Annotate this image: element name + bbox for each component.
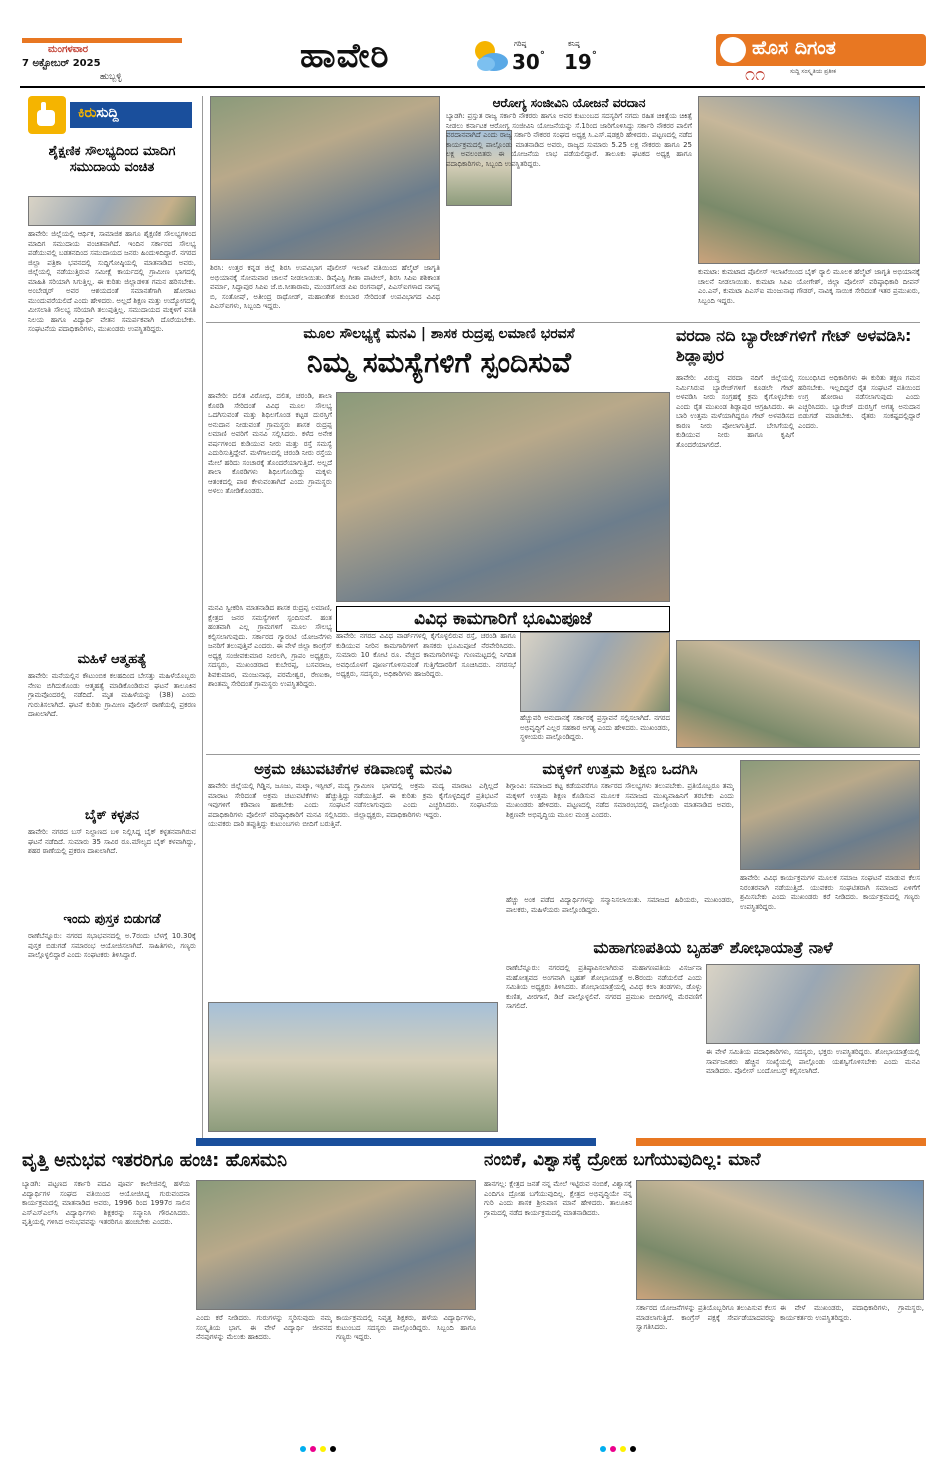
ganapati-body: ಈ ವೇಳೆ ಸಮಿತಿಯ ಪದಾಧಿಕಾರಿಗಳು, ಸದಸ್ಯರು, ಭಕ್ತರು ಉಪಸ್ಥಿತರಿದ್ದರು. ಶೋಭಾಯಾತ್ರೆಯಲ್ಲಿ ಸಾರ್ವಜನಿಕರು ಹೆಚ್ಚಿನ ಸಂಖ್ಯೆಯಲ್ಲಿ ಪಾಲ್ಗೊಂಡು ಯಶಸ್ವಿಗೊಳಿಸಬೇಕು ಎಂದು ಮನವಿ ಮಾಡಿದರು. ಪೊಲೀಸ್ ಬಂದೋಬಸ್ತ್ ಕಲ್ಪಿಸಲಾಗಿದೆ. — [706, 1048, 920, 1075]
brand-block — [716, 34, 926, 66]
makkalige-body: ಹೆಚ್ಚು ಅಂಕ ಪಡೆದ ವಿದ್ಯಾರ್ಥಿಗಳನ್ನು ಸನ್ಮಾನಿಸಲಾಯಿತು. ಸಮಾಜದ ಹಿರಿಯರು, ಮುಖಂಡರು, ಪಾಲಕರು, ಮಹಿಳೆಯರು ಪಾಲ್ಗೊಂಡಿದ್ದರು. — [506, 896, 734, 914]
degree-sign: ° — [539, 50, 545, 61]
story-headline: ಮಹಿಳೆ ಆತ್ಮಹತ್ಯೆ — [77, 652, 147, 667]
kirusuddi-label — [70, 102, 192, 128]
page-title: ಹಾವೇರಿ — [300, 36, 390, 76]
story-headline: ಬೈಕ್ ಕಳ್ಳತನ — [84, 808, 140, 823]
story-headline: ಇಂದು ಪುಸ್ತಕ ಬಿಡುಗಡೆ — [63, 912, 161, 927]
lead-headline: ನಿಮ್ಮ ಸಮಸ್ಯೆಗಳಿಗೆ ಸ್ಪಂದಿಸುವೆ — [307, 346, 571, 379]
nambike-body: ಸರ್ಕಾರದ ಯೋಜನೆಗಳನ್ನು ಪ್ರತಿಯೊಬ್ಬರಿಗೂ ತಲುಪಿಸುವ ಕೆಲಸ ಮಾಡಲಾಗುತ್ತಿದೆ. ಕಾಂಗ್ರೆಸ್ ಪಕ್ಷಕ್ಕೆ ಸೇರ್ಪಡೆಯಾದವರನ್ನು ಸ್ವಾಗತಿಸಿದರು. — [636, 1304, 776, 1331]
bhoomi-headline: ವಿವಿಧ ಕಾಮಗಾರಿಗೆ ಭೂಮಿಪೂಜೆ — [336, 606, 670, 632]
health-scheme-body: ಬ್ಯಾಡಗಿ: ಪ್ರಸ್ತುತ ರಾಜ್ಯ ಸರ್ಕಾರಿ ನೌಕರರು ಹಾಗೂ ಅವರ ಕುಟುಂಬದ ಸದಸ್ಯರಿಗೆ ನಗದು ರಹಿತ ಚಿಕಿತ್ಸೆಯ ಚಿಕಿತ್ಸೆ ನೀಡಲು ಕರ್ನಾಟಕ ಆರೋಗ್ಯ ಸಂಜೀವಿನಿ ಯೋಜನೆಯನ್ನು ಸೆ.1ರಿಂದ ಜಾರಿಗೊಳಿಸಿದ್ದು ಸರ್ಕಾರಿ ನೌಕರರ ಪಾಲಿಗೆ ವರದಾನವಾಗಿದೆ ಎಂದು ರಾಜ್ಯ ಸರ್ಕಾರಿ ನೌಕರರ ಸಂಘದ ಅಧ್ಯಕ್ಷ ಸಿ.ಎಸ್.ಷಡಕ್ಷರಿ ಹೇಳಿದರು. ಪಟ್ಟಣದಲ್ಲಿ ನಡೆದ ಕಾರ್ಯಕ್ರಮದಲ್ಲಿ ಪಾಲ್ಗೊಂಡು ಮಾತನಾಡಿದ ಅವರು, ರಾಜ್ಯದ ಸುಮಾರು 5.25 ಲಕ್ಷ ನೌಕರರು ಹಾಗೂ 25 ಲಕ್ಷ ಅವಲಂಬಿತರು ಈ ಯೋಜನೆಯ ಲಾಭ ಪಡೆಯಲಿದ್ದಾರೆ. ತಾಲೂಕು ಘಟಕದ ಅಧ್ಯಕ್ಷ ಹಾಗೂ ಪದಾಧಿಕಾರಿಗಳು, ಸಿಬ್ಬಂದಿ ಉಪಸ್ಥಿತರಿದ್ದರು. — [446, 112, 692, 168]
min-temp-value: 19 — [564, 50, 592, 74]
issue-date: 7 ಅಕ್ಟೋಬರ್ 2025 — [22, 58, 101, 69]
lead-photo — [336, 392, 670, 602]
akrama-photo — [208, 1002, 498, 1132]
weather-icon — [470, 36, 512, 76]
akrama-body: ಹಾವೇರಿ: ಜಿಲ್ಲೆಯಲ್ಲಿ ಗಿಡ್ಡಿನ, ಜೂಜು, ಮಟ್ಕಾ, ಇಸ್ಪೀಟ್, ಮದ್ಯ ಮಾರಾಟ ಸೇರಿದಂತೆ ಅಕ್ರಮ ಚಟುವಟಿಕೆಗಳು ಹೆಚ್ಚುತ್ತಿದ್ದು ಇವುಗಳಿಗೆ ಕಡಿವಾಣ ಹಾಕಬೇಕು ಎಂದು ಸಂಘಟನೆ ಪದಾಧಿಕಾರಿಗಳು ಪೊಲೀಸ್ ವರಿಷ್ಠಾಧಿಕಾರಿಗೆ ಮನವಿ ಸಲ್ಲಿಸಿದರು. ಯುವಕರು ದಾರಿ ತಪ್ಪುತ್ತಿದ್ದು ಕುಟುಂಬಗಳು ಬೀದಿಗೆ ಬರುತ್ತಿವೆ. — [208, 782, 350, 828]
bhoomi-photo — [520, 632, 670, 712]
helmet-rally-caption: ಕುಮಟಾ: ಕುಮಟಾದ ಪೊಲೀಸ್ ಇಲಾಖೆಯಿಂದ ಬೈಕ್ ರ‍್ಯಾಲಿ ಮೂಲಕ ಹೆಲ್ಮೆಟ್ ಜಾಗೃತಿ ಅಭಿಯಾನಕ್ಕೆ ಚಾಲನೆ ನೀಡಲಾಯಿತು. ಕುಮಟಾ ಸಿಪಿಐ ಯೋಗೇಶ್, ಜಿಲ್ಲಾ ಪೊಲೀಸ್ ವರಿಷ್ಠಾಧಿಕಾರಿ ದೀಪನ್ ಎಂ.ಎನ್, ಕುಮಟಾ ಪಿಎಸ್‌ಐ ಮಂಜುನಾಥ ಗೌಡರ್, ನಾವಿಕ್ಕ ಸಾಯಿಕ ಸೇರಿದಂತೆ ಇತರ ಪ್ರಮುಖರು, ಸಿಬ್ಬಂದಿ ಇದ್ದರು. — [698, 268, 920, 305]
nambike-body: ಹಾನಗಲ್ಲ: ಕ್ಷೇತ್ರದ ಜನತೆ ನನ್ನ ಮೇಲೆ ಇಟ್ಟಿರುವ ನಂಬಿಕೆ, ವಿಶ್ವಾಸಕ್ಕೆ ಎಂದಿಗೂ ದ್ರೋಹ ಬಗೆಯುವುದಿಲ್ಲ. ಕ್ಷೇತ್ರದ ಅಭಿವೃದ್ಧಿಯೇ ನನ್ನ ಗುರಿ ಎಂದು ಶಾಸಕ ಶ್ರೀನಿವಾಸ ಮಾನೆ ಹೇಳಿದರು. ತಾಲೂಕಿನ ಗ್ರಾಮದಲ್ಲಿ ನಡೆದ ಕಾರ್ಯಕ್ರಮದಲ್ಲಿ ಮಾತನಾಡಿದರು. — [484, 1180, 632, 1217]
health-scheme-headline: ಆರೋಗ್ಯ ಸಂಜೀವಿನಿ ಯೋಜನೆ ವರದಾನ — [492, 96, 646, 110]
akrama-headline: ಅಕ್ರಮ ಚಟುವಟಿಕೆಗಳ ಕಡಿವಾಣಕ್ಕೆ ಮನವಿ — [254, 760, 452, 778]
page-number: ೧೧ — [745, 64, 766, 85]
brand-logo-icon — [720, 37, 746, 63]
barrage-body: ಹಾವೇರಿ: ವಿರುದ್ಧ ವರದಾ ನದಿಗೆ ಜಿಲ್ಲೆಯಲ್ಲಿ ನಿರ್ಮಿಸಿರುವ ಬ್ಯಾರೇಜ್‌ಗಳಿಗೆ ಕೂಡಲೇ ಗೇಟ್ ಅಳವಡಿಸಿ ನೀರು ಸಂಗ್ರಹಕ್ಕೆ ಕ್ರಮ ಕೈಗೊಳ್ಳಬೇಕು ಎಂದು ರೈತ ಮುಖಂಡ ಶಿಡ್ಲಾಪುರ ಆಗ್ರಹಿಸಿದರು. ಈ ಬಾರಿ ಉತ್ತಮ ಮಳೆಯಾಗಿದ್ದರೂ ಗೇಟ್ ಅಳವಡಿಸದ ಕಾರಣ ನೀರು ಪೋಲಾಗುತ್ತಿದೆ. ಬೇಸಿಗೆಯಲ್ಲಿ ಕುಡಿಯುವ ನೀರು ಹಾಗೂ ಕೃಷಿಗೆ ತೊಂದರೆಯಾಗಲಿದೆ. — [676, 374, 794, 449]
max-temp-value: 30 — [512, 50, 540, 74]
barrage-photo — [676, 640, 920, 748]
akrama-body: ಗ್ರಾಮೀಣ ಭಾಗದಲ್ಲಿ ಅಕ್ರಮ ಮದ್ಯ ಮಾರಾಟ ಎಗ್ಗಿಲ್ಲದೆ ನಡೆಯುತ್ತಿದೆ. ಈ ಕುರಿತು ಕ್ರಮ ಕೈಗೊಳ್ಳದಿದ್ದರೆ ಪ್ರತಿಭಟನೆ ನಡೆಸಲಾಗುವುದು ಎಂದು ಎಚ್ಚರಿಸಿದರು. ಸಂಘಟನೆಯ ಜಿಲ್ಲಾಧ್ಯಕ್ಷರು, ಪದಾಧಿಕಾರಿಗಳು ಇದ್ದರು. — [354, 782, 498, 819]
makkalige-headline: ಮಕ್ಕಳಿಗೆ ಉತ್ತಮ ಶಿಕ್ಷಣ ಒದಗಿಸಿ — [542, 760, 698, 778]
makkalige-photo — [740, 760, 920, 870]
ganapati-headline: ಮಹಾಗಣಪತಿಯ ಬೃಹತ್ ಶೋಭಾಯಾತ್ರೆ ನಾಳೆ — [593, 938, 833, 957]
vrutti-photo — [196, 1180, 476, 1310]
story-body: ಹಾವೇರಿ: ಜಿಲ್ಲೆಯಲ್ಲಿ ಆರ್ಥಿಕ, ಸಾಮಾಜಿಕ ಹಾಗೂ ಶೈಕ್ಷಣಿಕ ಸೌಲಭ್ಯಗಳಿಂದ ಮಾದಿಗ ಸಮುದಾಯ ವಂಚಿತವಾಗಿದೆ. ಇಂದಿನ ಸರ್ಕಾರದ ಸೌಲಭ್ಯ ಪಡೆಯುವಲ್ಲಿ ಬಡತನದಿಂದ ಸಮುದಾಯದ ಜನರು ಹಿಂದುಳಿದಿದ್ದಾರೆ. ನಗರದ ಜಿಲ್ಲಾ ಪತ್ರಿಕಾ ಭವನದಲ್ಲಿ ಸುದ್ದಿಗೋಷ್ಠಿಯಲ್ಲಿ ಮಾತನಾಡಿದ ಅವರು, ಜಿಲ್ಲೆಯಲ್ಲಿ ನಡೆಯುತ್ತಿರುವ ಸಮೀಕ್ಷೆ ಕಾರ್ಯದಲ್ಲಿ ಗ್ರಾಮೀಣ ಭಾಗದಲ್ಲಿ ಮಾಹಿತಿ ಸರಿಯಾಗಿ ಸಿಗುತ್ತಿಲ್ಲ. ಈ ಕುರಿತು ಜಿಲ್ಲಾಡಳಿತ ಗಮನ ಹರಿಸಬೇಕು. ಅಂಬೇಡ್ಕರ್ ಅವರ ಆಶಯದಂತೆ ಸಮಾನತೆಗಾಗಿ ಹೋರಾಟ ಮುಂದುವರೆಯಲಿದೆ ಎಂದು ಹೇಳಿದರು. ಅಲ್ಲದೆ ಶಿಕ್ಷಣ ಮತ್ತು ಉದ್ಯೋಗದಲ್ಲಿ ಮೀಸಲಾತಿ ಸೌಲಭ್ಯ ಸರಿಯಾಗಿ ತಲುಪುತ್ತಿಲ್ಲ. ಸಮುದಾಯದ ಮಕ್ಕಳಿಗೆ ವಸತಿ ನಿಲಯ ಹಾಗೂ ವಿದ್ಯಾರ್ಥಿ ವೇತನ ಸಮರ್ಪಕವಾಗಿ ದೊರೆಯಬೇಕು. ಸಂಘಟನೆಯ ಪದಾಧಿಕಾರಿಗಳು, ಮುಖಂಡರು ಉಪಸ್ಥಿತರಿದ್ದರು. — [28, 230, 196, 333]
barrage-headline: ವರದಾ ನದಿ ಬ್ಯಾರೇಜ್‌ಗಳಿಗೆ ಗೇಟ್ ಅಳವಡಿಸಿ: ಶಿಡ್ಲಾಪುರ — [676, 326, 912, 365]
story-body: ಹಾವೇರಿ: ನಗರದ ಬಸ್ ನಿಲ್ದಾಣದ ಬಳಿ ನಿಲ್ಲಿಸಿದ್ದ ಬೈಕ್ ಕಳ್ಳತನವಾಗಿರುವ ಘಟನೆ ನಡೆದಿದೆ. ಸುಮಾರು 35 ಸಾವಿರ ರೂ.ಮೌಲ್ಯದ ಬೈಕ್ ಕಳವಾಗಿದ್ದು, ಶಹರ ಠಾಣೆಯಲ್ಲಿ ಪ್ರಕರಣ ದಾಖಲಾಗಿದೆ. — [28, 828, 196, 855]
max-temp — [512, 50, 545, 74]
bhoomi-body: ಹಾವೇರಿ: ನಗರದ ವಿವಿಧ ವಾರ್ಡ್‌ಗಳಲ್ಲಿ ಕೈಗೊಳ್ಳಲಿರುವ ರಸ್ತೆ, ಚರಂಡಿ ಹಾಗೂ ಕುಡಿಯುವ ನೀರಿನ ಕಾಮಗಾರಿಗಳಿಗೆ ಶಾಸಕರು ಭೂಮಿಪೂಜೆ ನೆರವೇರಿಸಿದರು. ಸುಮಾರು 10 ಕೋಟಿ ರೂ. ವೆಚ್ಚದ ಕಾಮಗಾರಿಗಳನ್ನು ಗುಣಮಟ್ಟದಲ್ಲಿ ನಿಗದಿತ ಅವಧಿಯೊಳಗೆ ಪೂರ್ಣಗೊಳಿಸುವಂತೆ ಗುತ್ತಿಗೆದಾರರಿಗೆ ಸೂಚಿಸಿದರು. ನಗರಸಭೆ ಅಧ್ಯಕ್ಷರು, ಸದಸ್ಯರು, ಅಧಿಕಾರಿಗಳು ಹಾಜರಿದ್ದರು. — [336, 632, 516, 678]
nambike-photo — [636, 1180, 924, 1300]
vrutti-body: ಕಾರ್ಯಕ್ರಮದಲ್ಲಿ ನಿವೃತ್ತ ಶಿಕ್ಷಕರು, ಹಳೆಯ ವಿದ್ಯಾರ್ಥಿಗಳು, ಕುಟುಂಬದ ಸದಸ್ಯರು ಪಾಲ್ಗೊಂಡಿದ್ದರು. ಸಿಬ್ಬಂದಿ ಹಾಗೂ ಗಣ್ಯರು ಇದ್ದರು. — [336, 1314, 476, 1341]
ganapati-photo — [706, 964, 920, 1044]
ganapati-body: ರಾಣೆಬೆನ್ನೂರು: ನಗರದಲ್ಲಿ ಪ್ರತಿಷ್ಠಾಪಿಸಲಾಗಿರುವ ಮಹಾಗಣಪತಿಯ ವಿಸರ್ಜನಾ ಮಹೋತ್ಸವದ ಅಂಗವಾಗಿ ಬೃಹತ್ ಶೋಭಾಯಾತ್ರೆ ಅ.8ರಂದು ನಡೆಯಲಿದೆ ಎಂದು ಸಮಿತಿಯ ಅಧ್ಯಕ್ಷರು ತಿಳಿಸಿದರು. ಶೋಭಾಯಾತ್ರೆಯಲ್ಲಿ ವಿವಿಧ ಕಲಾ ತಂಡಗಳು, ಡೊಳ್ಳು ಕುಣಿತ, ವೀರಗಾಸೆ, ಡಿಜೆ ಪಾಲ್ಗೊಳ್ಳಲಿವೆ. ನಗರದ ಪ್ರಮುಖ ಬೀದಿಗಳಲ್ಲಿ ಮೆರವಣಿಗೆ ಸಾಗಲಿದೆ. — [506, 964, 702, 1010]
brand-tagline: ಸುದ್ದಿ ಸಂಸ್ಕೃತಿಯ ಪ್ರತೀಕ — [790, 68, 836, 75]
kirusuddi-label-b: ಸುದ್ದಿ — [96, 105, 119, 121]
story-photo — [28, 196, 196, 226]
police-awareness-photo — [210, 96, 440, 260]
kirusuddi-label-a: ಕಿರು — [78, 105, 97, 121]
max-temp-label: ಗರಿಷ್ಠ — [514, 40, 527, 48]
masthead — [0, 0, 945, 88]
lead-body: ಹಾವೇರಿ: ದಲಿತ ವಿರೋಧ, ದಲಿತ, ಚರಂಡಿ, ಶಾಲಾ ಕೊಠಡಿ ಸೇರಿದಂತೆ ವಿವಿಧ ಮೂಲ ಸೌಲಭ್ಯ ಒದಗಿಸುವಂತೆ ಮತ್ತು ಶಿಥಿಲಗೊಂಡ ಕಟ್ಟಡ ದುರಸ್ತಿಗೆ ಅನುದಾನ ನೀಡುವಂತೆ ಗ್ರಾಮಸ್ಥರು ಶಾಸಕ ರುದ್ರಪ್ಪ ಲಮಾಣಿ ಅವರಿಗೆ ಮನವಿ ಸಲ್ಲಿಸಿದರು. ಕಳೆದ ಅನೇಕ ವರ್ಷಗಳಿಂದ ಕುಡಿಯುವ ನೀರು ಮತ್ತು ರಸ್ತೆ ಸಮಸ್ಯೆ ಎದುರಿಸುತ್ತಿದ್ದೇವೆ. ಮಳೆಗಾಲದಲ್ಲಿ ಚರಂಡಿ ನೀರು ರಸ್ತೆಯ ಮೇಲೆ ಹರಿದು ಸಂಚಾರಕ್ಕೆ ತೊಂದರೆಯಾಗುತ್ತಿದೆ. ಅಲ್ಲದೆ ಶಾಲಾ ಕೊಠಡಿಗಳು ಶಿಥಿಲಗೊಂಡಿದ್ದು ಮಕ್ಕಳು ಆತಂಕದಲ್ಲಿ ಪಾಠ ಕೇಳುವಂತಾಗಿದೆ ಎಂದು ಗ್ರಾಮಸ್ಥರು ಅಳಲು ತೋಡಿಕೊಂಡರು. — [208, 392, 332, 495]
barrage-body: ಸಂಬಂಧಿಸಿದ ಅಧಿಕಾರಿಗಳು ಈ ಕುರಿತು ತಕ್ಷಣ ಗಮನ ಹರಿಸಬೇಕು. ಇಲ್ಲದಿದ್ದರೆ ರೈತ ಸಂಘಟನೆ ವತಿಯಿಂದ ಉಗ್ರ ಹೋರಾಟ ನಡೆಸಲಾಗುವುದು ಎಂದು ಎಚ್ಚರಿಸಿದರು. ಬ್ಯಾರೇಜ್ ದುರಸ್ತಿಗೆ ಅಗತ್ಯ ಅನುದಾನ ಬಿಡುಗಡೆ ಮಾಡಬೇಕು. ರೈತರು ಸಂಕಷ್ಟದಲ್ಲಿದ್ದಾರೆ ಎಂದರು. — [798, 374, 920, 430]
vrutti-headline: ವೃತ್ತಿ ಅನುಭವ ಇತರರಿಗೂ ಹಂಚಿ: ಹೊಸಮನಿ — [22, 1150, 287, 1171]
kirusuddi-header — [28, 96, 196, 134]
section-divider — [196, 1138, 926, 1146]
issue-day: ಮಂಗಳವಾರ — [48, 44, 89, 55]
min-temp-label: ಕನಿಷ್ಠ — [568, 40, 580, 48]
helmet-rally-photo — [698, 96, 920, 264]
story-headline: ಶೈಕ್ಷಣಿಕ ಸೌಲಭ್ಯದಿಂದ ಮಾದಿಗ ಸಮುದಾಯ ವಂಚಿತ — [48, 144, 176, 175]
story-body: ರಾಣೆಬೆನ್ನೂರು: ನಗರದ ಸಭಾಭವನದಲ್ಲಿ ಅ.7ರಂದು ಬೆಳಗ್ಗೆ 10.30ಕ್ಕೆ ಪುಸ್ತಕ ಬಿಡುಗಡೆ ಸಮಾರಂಭ ಆಯೋಜಿಸಲಾಗಿದೆ. ಸಾಹಿತಿಗಳು, ಗಣ್ಯರು ಪಾಲ್ಗೊಳ್ಳಲಿದ್ದಾರೆ ಎಂದು ಸಂಘಟಕರು ತಿಳಿಸಿದ್ದಾರೆ. — [28, 932, 196, 959]
vrutti-body: ಬ್ಯಾಡಗಿ: ಪಟ್ಟಣದ ಸರ್ಕಾರಿ ಪದವಿ ಪೂರ್ವ ಕಾಲೇಜಿನಲ್ಲಿ ಹಳೆಯ ವಿದ್ಯಾರ್ಥಿಗಳ ಸಂಘದ ವತಿಯಿಂದ ಆಯೋಜಿಸಿದ್ದ ಗುರುವಂದನಾ ಕಾರ್ಯಕ್ರಮದಲ್ಲಿ ಮಾತನಾಡಿದ ಅವರು, 1996 ರಿಂದ 1997ರ ಸಾಲಿನ ಎಸ್‌ಎಸ್‌ಎಲ್‌ಸಿ ವಿದ್ಯಾರ್ಥಿಗಳು ಶಿಕ್ಷಕರನ್ನು ಸನ್ಮಾನಿಸಿ ಗೌರವಿಸಿದರು. ವೃತ್ತಿಯಲ್ಲಿ ಗಳಿಸಿದ ಅನುಭವವನ್ನು ಇತರರಿಗೂ ಹಂಚಬೇಕು ಎಂದರು. — [22, 1180, 190, 1226]
story-body: ಹಾವೇರಿ: ಮನೆಯಲ್ಲಿನ ಕೌಟುಂಬಿಕ ಕಲಹದಿಂದ ಬೇಸತ್ತು ಮಹಿಳೆಯೊಬ್ಬರು ನೇಣು ಬಿಗಿದುಕೊಂಡು ಆತ್ಮಹತ್ಯೆ ಮಾಡಿಕೊಂಡಿರುವ ಘಟನೆ ತಾಲೂಕಿನ ಗ್ರಾಮವೊಂದರಲ್ಲಿ ನಡೆದಿದೆ. ಮೃತ ಮಹಿಳೆಯನ್ನು (38) ಎಂದು ಗುರುತಿಸಲಾಗಿದೆ. ಘಟನೆ ಕುರಿತು ಗ್ರಾಮೀಣ ಪೊಲೀಸ್ ಠಾಣೆಯಲ್ಲಿ ಪ್ರಕರಣ ದಾಖಲಾಗಿದೆ. — [28, 672, 196, 718]
lead-kicker: ಮೂಲ ಸೌಲಭ್ಯಕ್ಕೆ ಮನವಿ | ಶಾಸಕ ರುದ್ರಪ್ಪ ಲಮಾಣಿ ಭರವಸೆ — [303, 326, 575, 342]
nambike-headline: ನಂಬಿಕೆ, ವಿಶ್ವಾಸಕ್ಕೆ ದ್ರೋಹ ಬಗೆಯುವುದಿಲ್ಲ: ಮಾನೆ — [484, 1150, 761, 1170]
min-temp — [564, 50, 597, 74]
makkalige-body: ಶಿಗ್ಗಾಂವಿ: ಸಮಾಜದ ಕಟ್ಟ ಕಡೆಯವರೆಗೂ ಸರ್ಕಾರದ ಸೌಲಭ್ಯಗಳು ತಲುಪಬೇಕು. ಪ್ರತಿಯೊಬ್ಬರೂ ತಮ್ಮ ಮಕ್ಕಳಿಗೆ ಉತ್ತಮ ಶಿಕ್ಷಣ ಕೊಡಿಸುವ ಮೂಲಕ ಸಮಾಜದ ಮುಖ್ಯವಾಹಿನಿಗೆ ತರಬೇಕು ಎಂದು ಮುಖಂಡರು ಹೇಳಿದರು. ಪಟ್ಟಣದಲ್ಲಿ ನಡೆದ ಸಮಾರಂಭದಲ್ಲಿ ಪಾಲ್ಗೊಂಡು ಮಾತನಾಡಿದ ಅವರು, ಶಿಕ್ಷಣವೇ ಅಭಿವೃದ್ಧಿಯ ಮೂಲ ಮಂತ್ರ ಎಂದರು. — [506, 782, 734, 819]
lead-body: ಮನವಿ ಸ್ವೀಕರಿಸಿ ಮಾತನಾಡಿದ ಶಾಸಕ ರುದ್ರಪ್ಪ ಲಮಾಣಿ, ಕ್ಷೇತ್ರದ ಜನರ ಸಮಸ್ಯೆಗಳಿಗೆ ಸ್ಪಂದಿಸುವೆ. ಹಂತ ಹಂತವಾಗಿ ಎಲ್ಲ ಗ್ರಾಮಗಳಿಗೆ ಮೂಲ ಸೌಲಭ್ಯ ಕಲ್ಪಿಸಲಾಗುವುದು. ಸರ್ಕಾರದ ಗ್ಯಾರಂಟಿ ಯೋಜನೆಗಳು ಜನರಿಗೆ ತಲುಪುತ್ತಿವೆ ಎಂದರು. ಈ ವೇಳೆ ಜಿಲ್ಲಾ ಕಾಂಗ್ರೆಸ್ ಅಧ್ಯಕ್ಷ ಸಂಜೀವಕುಮಾರ ನೀರಲಗಿ, ಗ್ರಾಪಂ ಅಧ್ಯಕ್ಷರು, ಸದಸ್ಯರು, ಮುಖಂಡರಾದ ಕುಬೇರಪ್ಪ, ಬಸವರಾಜ, ಶಿವಕುಮಾರ, ಮಂಜುನಾಥ, ಪರಮೇಶ್ವರ, ರೇಣುಕಾ, ಶಾಂತಮ್ಮ ಸೇರಿದಂತೆ ಗ್ರಾಮಸ್ಥರು ಉಪಸ್ಥಿತರಿದ್ದರು. — [208, 604, 332, 688]
nambike-body: ಈ ವೇಳೆ ಮುಖಂಡರು, ಪದಾಧಿಕಾರಿಗಳು, ಗ್ರಾಮಸ್ಥರು, ಕಾರ್ಯಕರ್ತರು ಉಪಸ್ಥಿತರಿದ್ದರು. — [780, 1304, 924, 1322]
makkalige-body: ಹಾವೇರಿ: ವಿವಿಧ ಕಾರ್ಯಕ್ರಮಗಳ ಮೂಲಕ ಸಮಾಜ ಸಂಘಟನೆ ಮಾಡುವ ಕೆಲಸ ನಿರಂತರವಾಗಿ ನಡೆಯುತ್ತಿದೆ. ಯುವಕರು ಸಂಘಟಿತರಾಗಿ ಸಮಾಜದ ಏಳಿಗೆಗೆ ಶ್ರಮಿಸಬೇಕು ಎಂದು ಮುಖಂಡರು ಕರೆ ನೀಡಿದರು. ಕಾರ್ಯಕ್ರಮದಲ್ಲಿ ಗಣ್ಯರು ಉಪಸ್ಥಿತರಿದ್ದರು. — [740, 874, 920, 911]
degree-sign: ° — [591, 50, 597, 61]
pointing-hand-icon — [28, 96, 66, 134]
issue-city: ಹುಬ್ಬಳ್ಳಿ — [100, 72, 122, 82]
police-awareness-caption: ಶಿರಸಿ: ಉತ್ತರ ಕನ್ನಡ ಜಿಲ್ಲೆ ಶಿರಸಿ ಉಪವಿಭಾಗ ಪೊಲೀಸ್ ಇಲಾಖೆ ವತಿಯಿಂದ ಹೆಲ್ಮೆಟ್ ಜಾಗೃತಿ ಅಭಿಯಾನಕ್ಕೆ ಸೋಮವಾರ ಚಾಲನೆ ನೀಡಲಾಯಿತು. ಡಿವೈಎಸ್ಪಿ ಗೀತಾ ಪಾಟೀಲ್, ಶಿರಸಿ ಸಿಪಿಐ ಶಶಿಕಾಂತ ವರ್ಮಾ, ಸಿದ್ದಾಪುರ ಸಿಪಿಐ ಜೆ.ಬಿ.ಸೀತಾರಾಮ, ಮುಂಡಗೋಡ ಪಿಐ ರಂಗನಾಥ್, ಪಿಎಸ್‌ಐಗಳಾದ ನಾಗಪ್ಪ ಬಿ, ಸಂತೋಷ್, ಅತೀಂದ್ರ ರಾಥೋಡ್, ಮಹಾಂತೇಶ ಕುಂಬಾರ ಸೇರಿದಂತೆ ಉಪವಿಭಾಗದ ವಿವಿಧ ಪಿಎಸ್‌ಐಗಳು, ಸಿಬ್ಬಂದಿ ಇದ್ದರು. — [210, 264, 440, 310]
registration-marks — [300, 1444, 645, 1456]
vrutti-body: ಎಂದು ಕರೆ ನೀಡಿದರು. ಗುರುಗಳನ್ನು ಸ್ಮರಿಸುವುದು ನಮ್ಮ ಸಂಸ್ಕೃತಿಯ ಭಾಗ. ಈ ವೇಳೆ ವಿದ್ಯಾರ್ಥಿ ಜೀವನದ ನೆನಪುಗಳನ್ನು ಮೆಲುಕು ಹಾಕಿದರು. — [196, 1314, 332, 1341]
bhoomi-body: ಹೆಚ್ಚುವರಿ ಅನುದಾನಕ್ಕೆ ಸರ್ಕಾರಕ್ಕೆ ಪ್ರಸ್ತಾವನೆ ಸಲ್ಲಿಸಲಾಗಿದೆ. ನಗರದ ಅಭಿವೃದ್ಧಿಗೆ ಎಲ್ಲರ ಸಹಕಾರ ಅಗತ್ಯ ಎಂದು ಹೇಳಿದರು. ಮುಖಂಡರು, ಸ್ಥಳೀಯರು ಪಾಲ್ಗೊಂಡಿದ್ದರು. — [520, 714, 670, 741]
brand-name: ಹೊಸ ದಿಗಂತ — [752, 37, 836, 59]
